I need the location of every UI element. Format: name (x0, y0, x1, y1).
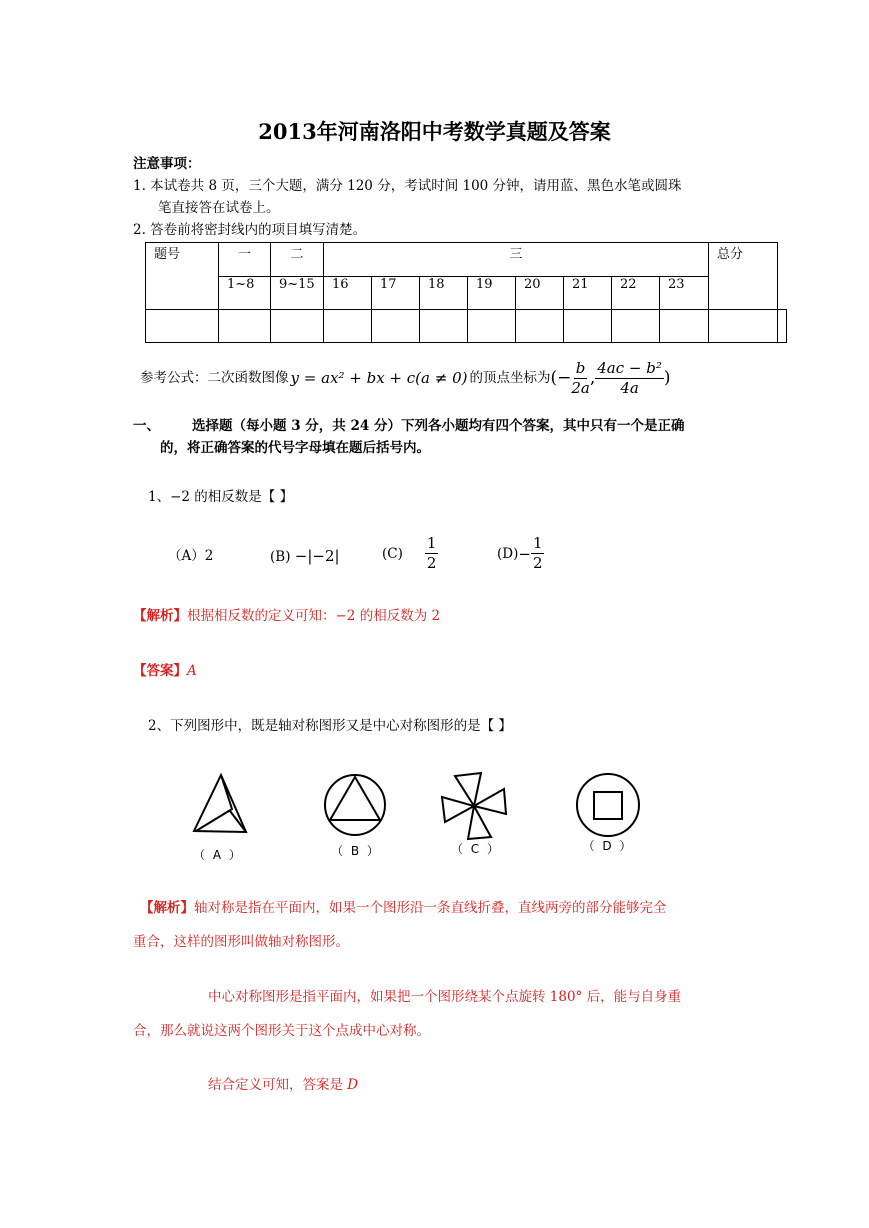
score-subheader-cell: 21 (564, 276, 612, 310)
score-subheader-cell: 22 (612, 276, 660, 310)
page-title: 2013年河南洛阳中考数学真题及答案 (258, 119, 611, 144)
score-header-cell: 一 (219, 243, 271, 277)
analysis-tag: 【解析】 (133, 608, 187, 624)
figure-c-caption: （ C ） (450, 842, 502, 856)
figure-d-caption: （ D ） (582, 839, 634, 853)
score-subheader-cell: 16 (324, 276, 372, 310)
figure-a-pinwheel-triangle (194, 775, 246, 832)
notice-item-1-cont: 笔直接答在试卷上。 (158, 200, 280, 216)
score-blank-cell[interactable] (219, 310, 271, 343)
notice-item-2: 2. 答卷前将密封线内的项目填写清楚。 (133, 222, 367, 238)
conclusion-text: 结合定义可知，答案是 (208, 1077, 348, 1093)
score-subheader-cell: 18 (420, 276, 468, 310)
q1-answer (133, 661, 197, 681)
option-expression: −|−2| (294, 547, 340, 565)
q2-center-symmetry-cont: 合，那么就说这两个图形关于这个点成中心对称。 (133, 1023, 430, 1039)
score-blank-cell[interactable] (420, 310, 468, 343)
option-sign: − (518, 544, 531, 563)
score-subheader-cell: 23 (660, 276, 709, 310)
section-1-label: 一、 (133, 418, 160, 434)
answer-tag: 【答案】 (133, 663, 187, 679)
q1-option-a: （A）2 (168, 548, 214, 564)
notice-item-1: 1. 本试卷共 8 页，三个大题，满分 120 分，考试时间 100 分钟，请用蓝、黑色水笔或圆珠 (133, 178, 682, 194)
fraction-numerator: 4ac − b² (597, 358, 662, 377)
score-subheader-cell: 19 (468, 276, 516, 310)
score-subheader-cell: 17 (372, 276, 420, 310)
formula-prefix: 参考公式：二次函数图像 (140, 370, 289, 386)
fraction-denominator: 4a (620, 378, 639, 397)
score-blank-cell[interactable] (372, 310, 420, 343)
option-label: (C) (382, 545, 403, 562)
q2-question: 2、下列图形中，既是轴对称图形又是中心对称图形的是【 】 (148, 718, 512, 734)
fraction-denominator: 2 (532, 554, 543, 572)
analysis-text: 轴对称是指在平面内，如果一个图形沿一条直线折叠，直线两旁的部分能够完全 (194, 900, 667, 916)
fraction-numerator: 1 (532, 534, 543, 552)
score-header-cell: 题号 (146, 243, 219, 310)
score-blank-cell[interactable] (564, 310, 612, 343)
score-blank-cell[interactable] (146, 310, 219, 343)
q2-center-symmetry: 中心对称图形是指平面内，如果把一个图形绕某个点旋转 180° 后，能与自身重 (208, 989, 682, 1005)
fraction-numerator: b (575, 358, 586, 377)
formula-equation: y = ax² + bx + c(a ≠ 0) (290, 369, 468, 387)
score-blank-cell[interactable] (468, 310, 516, 343)
formula-close: ) (663, 368, 671, 388)
score-table (145, 242, 787, 343)
q1-option-d (497, 534, 544, 573)
q2-figures (180, 765, 700, 870)
score-blank-cell[interactable] (778, 310, 787, 343)
figure-c-windmill (442, 773, 506, 839)
fraction-denominator: 2 (426, 554, 437, 572)
option-label: (D) (497, 545, 519, 562)
score-blank-cell[interactable] (709, 310, 778, 343)
notice-heading: 注意事项： (133, 156, 201, 172)
score-blank-cell[interactable] (516, 310, 564, 343)
score-blank-cell[interactable] (324, 310, 372, 343)
score-header-cell: 三 (324, 243, 709, 277)
analysis-tag: 【解析】 (140, 900, 194, 916)
formula-fraction-1 (571, 359, 590, 398)
q2-analysis-cont: 重合，这样的图形叫做轴对称图形。 (133, 934, 349, 950)
answer-value: A (187, 663, 197, 679)
figure-d-circle-square (577, 774, 639, 836)
score-header-cell: 二 (271, 243, 324, 277)
q1-option-c (382, 534, 438, 573)
score-blank-cell[interactable] (271, 310, 324, 343)
q1-option-b (270, 546, 340, 567)
fraction-numerator: 1 (426, 534, 437, 552)
formula-middle: 的顶点坐标为 (469, 370, 551, 386)
score-blank-cell[interactable] (612, 310, 660, 343)
fraction (531, 534, 545, 573)
fraction-denominator: 2a (571, 378, 590, 397)
analysis-text: 根据相反数的定义可知：−2 的相反数为 2 (187, 608, 441, 624)
figure-b-circle-triangle (325, 775, 385, 835)
score-header-cell: 总分 (709, 243, 778, 310)
formula-comma: , (589, 368, 596, 388)
section-1-instructions: 选择题（每小题 3 分，共 24 分）下列各小题均有四个答案，其中只有一个是正确 (192, 418, 685, 434)
conclusion-value: D (347, 1077, 359, 1093)
q1-question: 1、−2 的相反数是【 】 (148, 489, 294, 505)
option-label: (B) (270, 549, 291, 565)
reference-formula (140, 358, 671, 398)
figure-a-caption: （ A ） (193, 848, 243, 862)
formula-open: (− (550, 368, 572, 388)
q1-analysis (133, 606, 440, 626)
score-subheader-cell: 1~8 (219, 276, 271, 310)
q2-analysis (140, 898, 667, 918)
section-1-instructions-cont: 的，将正确答案的代号字母填在题后括号内。 (160, 440, 430, 456)
score-subheader-cell: 20 (516, 276, 564, 310)
formula-fraction-2 (595, 359, 664, 398)
figure-b-caption: （ B ） (331, 844, 381, 858)
score-subheader-cell: 9~15 (271, 276, 324, 310)
q2-conclusion (208, 1075, 358, 1095)
fraction (425, 534, 439, 573)
score-blank-cell[interactable] (660, 310, 709, 343)
